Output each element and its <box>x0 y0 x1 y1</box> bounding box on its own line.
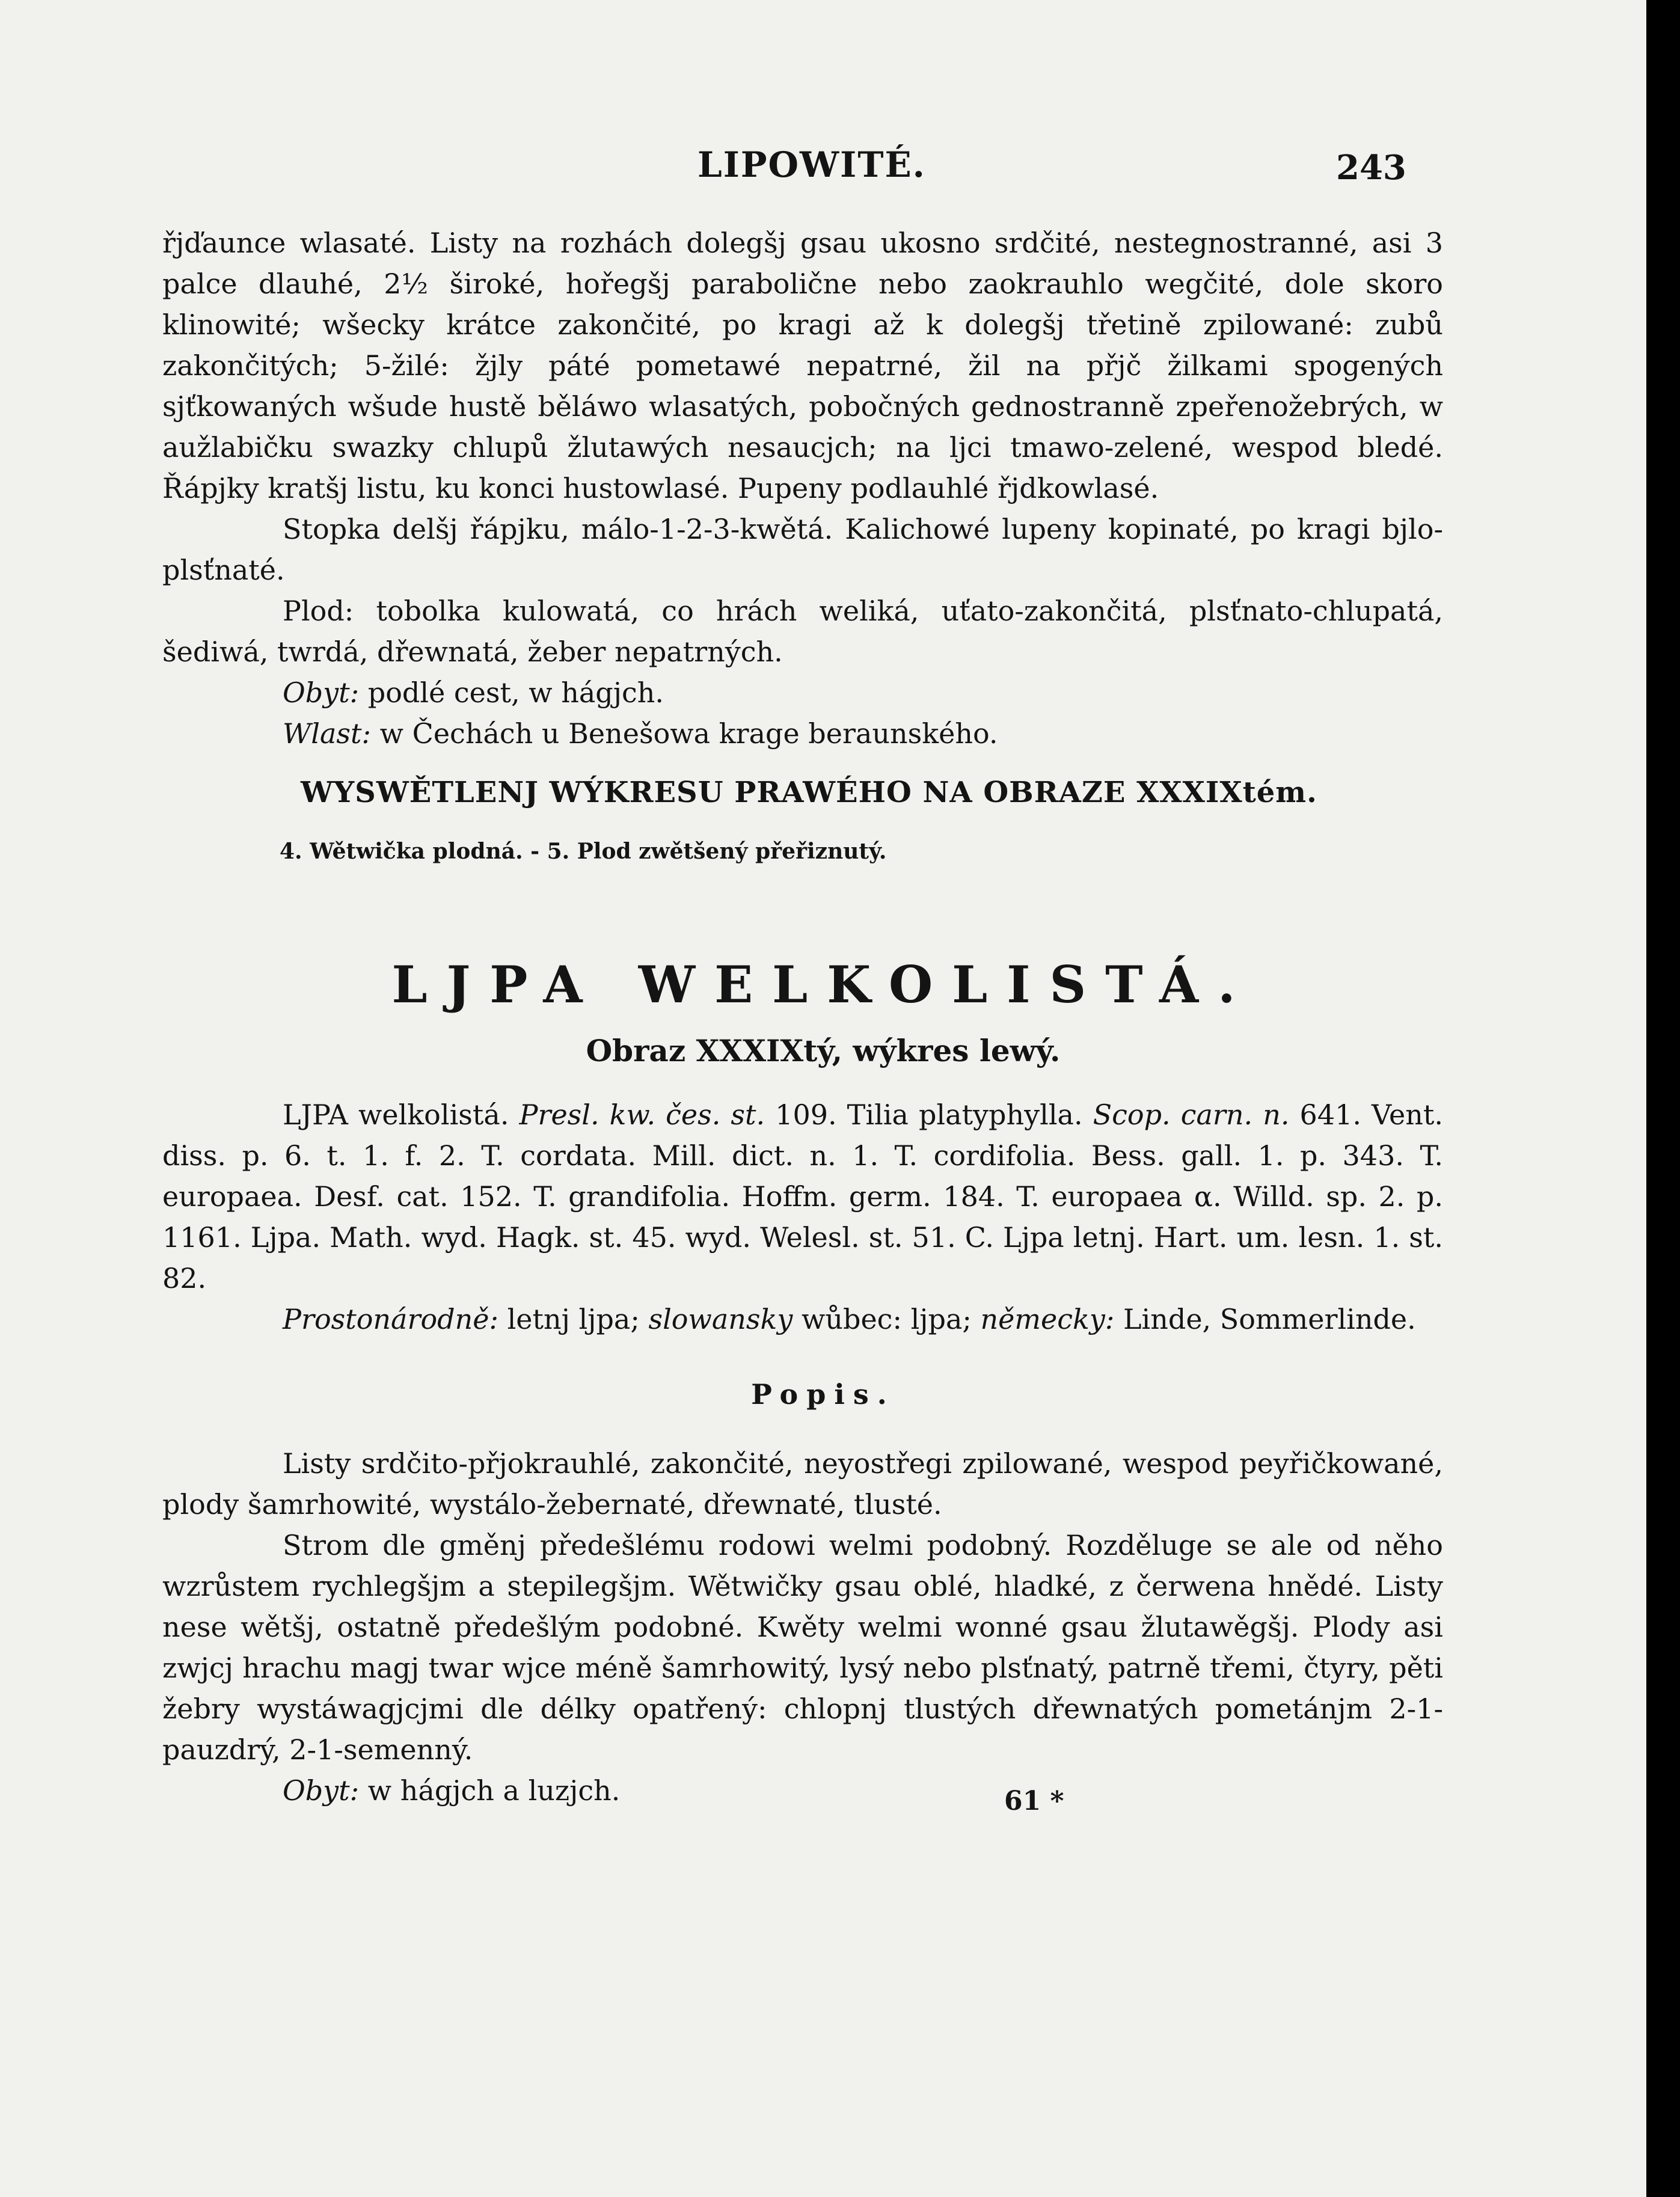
vernacular-label: Prostonárodně: <box>283 1303 498 1335</box>
page-number: 243 <box>1336 148 1406 188</box>
homeland-label: Wlast: <box>283 717 372 750</box>
habitat-line <box>162 1770 1443 1811</box>
vernacular-label: německy: <box>980 1303 1115 1335</box>
description-block <box>162 1443 1443 1811</box>
synonymy-block <box>162 1094 1443 1340</box>
synonymy-paragraph <box>162 1094 1443 1299</box>
figure-reference: Obraz XXXIXtý, wýkres lewý. <box>586 1033 1061 1068</box>
vernacular-text: wůbec: ljpa; <box>802 1303 972 1335</box>
paragraph: Listy srdčito-přjokrauhlé, zakončité, neyostřegi zpilowané, wespod peyřičkowané, plody šamrhowité, wystálo-žebernaté, dřewnaté, tlusté. <box>162 1447 1443 1521</box>
vernacular-names <box>162 1299 1443 1340</box>
running-title: LIPOWITÉ. <box>697 144 926 185</box>
vernacular-label: slowansky <box>648 1303 793 1335</box>
description-heading: Popis. <box>751 1378 895 1411</box>
synonymy-name: LJPA welkolistá. <box>283 1098 509 1131</box>
habitat-text: podlé cest, w hágjch. <box>367 676 664 709</box>
vernacular-text: Linde, Sommerlinde. <box>1123 1303 1416 1335</box>
text-block-continued-description <box>162 222 1443 754</box>
homeland-text: w Čechách u Benešowa krage beraunského. <box>379 717 998 750</box>
printer-signature: 61 * <box>1004 1786 1064 1816</box>
paragraph: Strom dle gměnj předešlému rodowi welmi podobný. Rozděluge se ale od něho wzrůstem rychlegšjm a stepilegšjm. Wětwičky gsau oblé, hladké, z čerwena hnědé. Listy nese wětšj, ostatně předešlým podobné. Kwěty welmi wonné gsau žlutawěgšj. Plody asi zwjcj hrachu magj twar wjce méně šamrhowitý, lysý nebo plsťnatý, patrně třemi, čtyry, pěti žebry wystáwagjcjmi dle délky opatřený: chlopnj tlustých dřewnatých pometánjm 2-1-pauzdrý, 2-1-semenný. <box>162 1529 1443 1766</box>
synonymy-ref: Scop. carn. n. <box>1093 1098 1290 1131</box>
synonymy-ref: Presl. kw. čes. st. <box>519 1098 765 1131</box>
habitat-line <box>162 672 1443 713</box>
paragraph: Plod: tobolka kulowatá, co hrách weliká, uťato-zakončitá, plsťnato-chlupatá, šediwá, twrdá, dřewnatá, žeber nepatrných. <box>162 595 1443 668</box>
homeland-line <box>162 713 1443 754</box>
synonymy-text: 109. Tilia platyphylla. <box>775 1098 1083 1131</box>
figure-explanation-heading: WYSWĚTLENJ WÝKRESU PRAWÉHO NA OBRAZE XXXIXtém. <box>301 776 1317 809</box>
figure-caption: 4. Wětwička plodná. - 5. Plod zwětšený přeřiznutý. <box>280 839 887 864</box>
habitat-label: Obyt: <box>283 1774 360 1807</box>
vernacular-text: letnj ljpa; <box>507 1303 640 1335</box>
paragraph: řjďaunce wlasaté. Listy na rozhách dolegšj gsau ukosno srdčité, nestegnostranné, asi 3 palce dlauhé, 2½ široké, hořegšj parabolične nebo zaokrauhlo wegčité, dole skoro klinowité; wšecky krátce zakončité, po kragi až k dolegšj třetině zpilowané: zubů zakončitých; 5-žilé: žjly páté pometawé nepatrné, žil na přjč žilkami spogených sjťkowaných wšude hustě běláwo wlasatých, pobočných gednostranně zpeřenožebrých, w aužlabičku swazky chlupů žlutawých nesaucjch; na ljci tmawo-zelené, wespod bledé. Řápjky kratšj listu, ku konci hustowlasé. Pupeny podlauhlé řjdkowlasé. <box>162 227 1443 504</box>
paragraph: Stopka delšj řápjku, málo-1-2-3-kwětá. Kalichowé lupeny kopinaté, po kragi bjlo-plsťnaté. <box>162 513 1443 586</box>
habitat-text: w hágjch a luzjch. <box>367 1774 621 1807</box>
synonymy-text: 641. Vent. diss. p. 6. t. 1. f. 2. T. cordata. Mill. dict. n. 1. T. cordifolia. Bess. gall. 1. p. 343. T. europaea. Desf. cat. 152. T. grandifolia. Hoffm. germ. 184. T. europaea α. Willd. sp. 2. p. 1161. Ljpa. Math. wyd. Hagk. st. 45. wyd. Welesl. st. 51. C. Ljpa letnj. Hart. um. lesn. 1. st. 82. <box>162 1098 1443 1295</box>
habitat-label: Obyt: <box>283 676 360 709</box>
species-title: LJPA WELKOLISTÁ. <box>391 955 1255 1014</box>
